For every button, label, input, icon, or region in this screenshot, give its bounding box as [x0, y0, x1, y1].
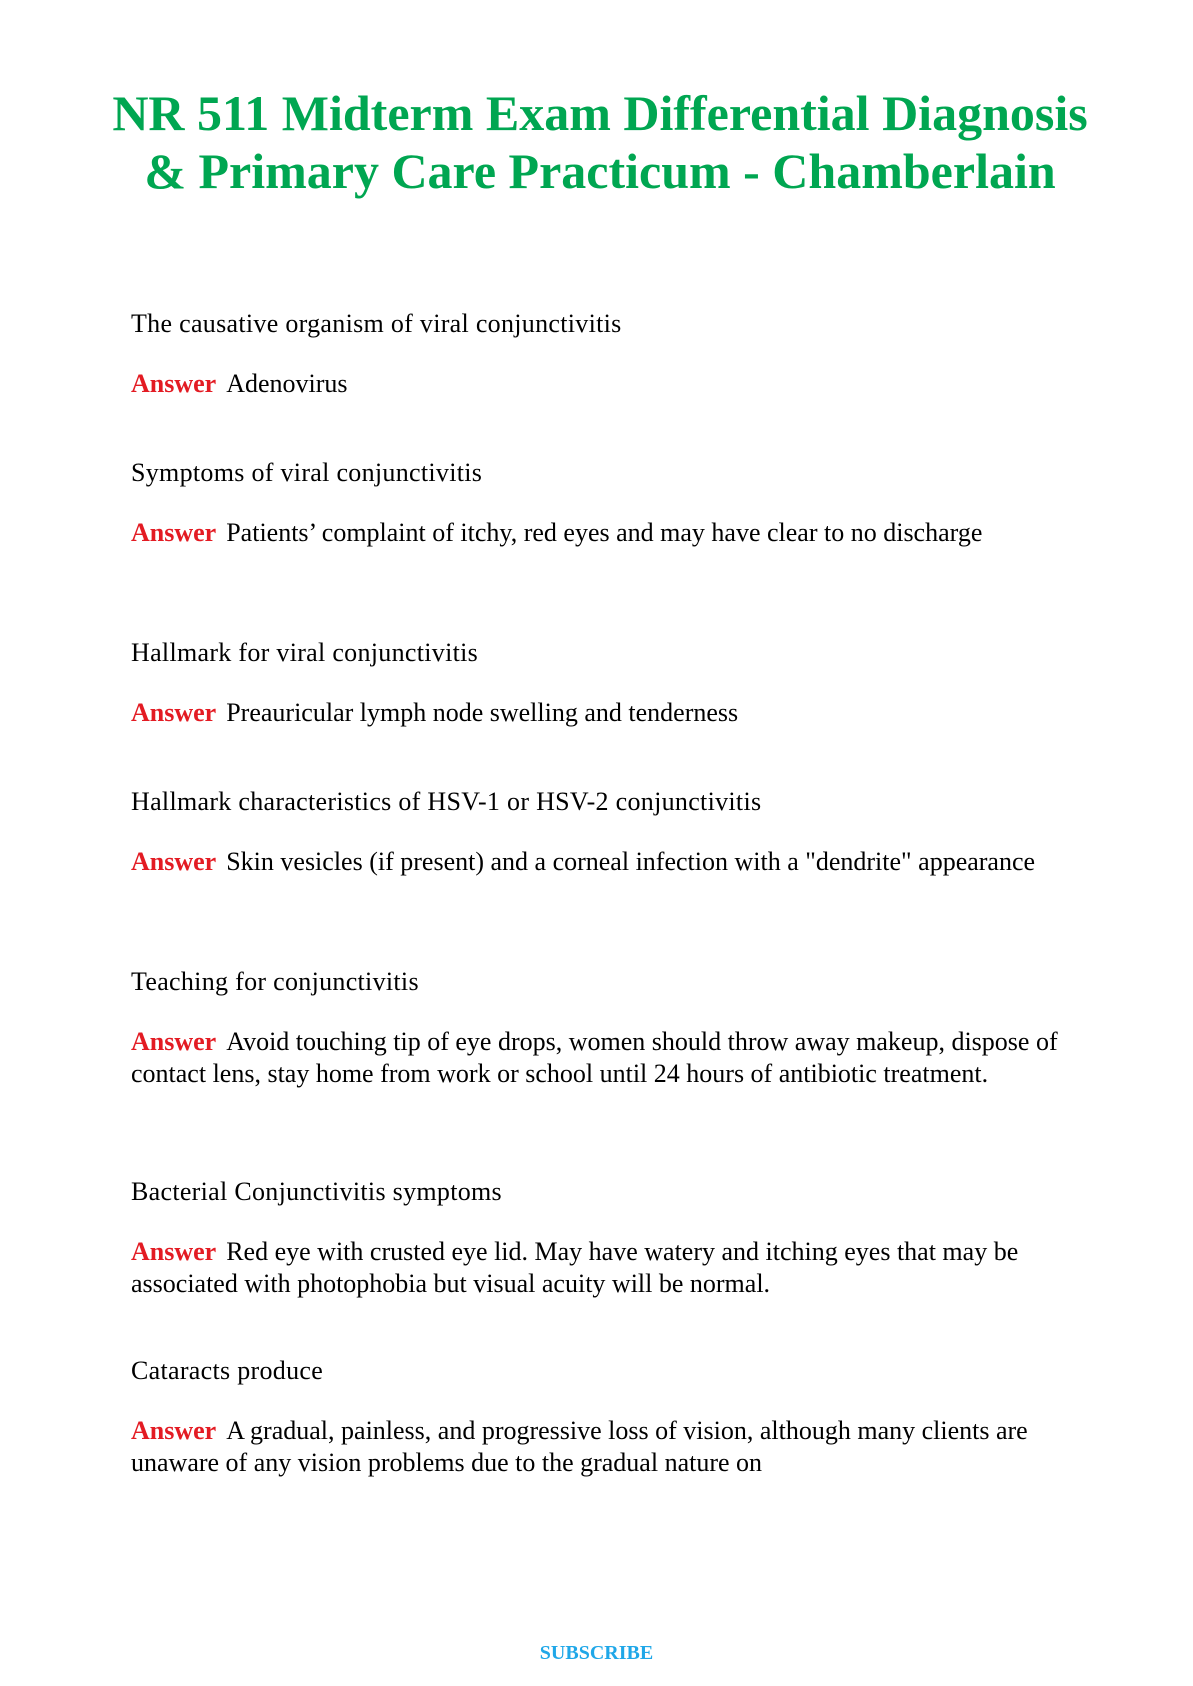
answer-text: A gradual, painless, and progressive loss of vision, although many clients are unaware of any vision problems due to the gradual nature on: [131, 1416, 1028, 1477]
answer-text: Preauricular lymph node swelling and tenderness: [226, 698, 739, 727]
question-text: Cataracts produce: [131, 1356, 324, 1385]
answer-label: Answer: [131, 369, 217, 398]
answer-paragraph: [131, 368, 1091, 400]
answer-text: Patients’ complaint of itchy, red eyes and may have clear to no discharge: [226, 518, 983, 547]
answer-paragraph: [131, 1415, 1091, 1479]
qa-block: [131, 966, 1091, 1090]
answer-text: Skin vesicles (if present) and a corneal infection with a "dendrite" appearance: [226, 847, 1036, 876]
answer-paragraph: [131, 1026, 1091, 1090]
qa-block: [131, 637, 1091, 729]
question-text: Teaching for conjunctivitis: [131, 967, 419, 996]
qa-block: [131, 457, 1091, 549]
question-text: The causative organism of viral conjunctivitis: [131, 309, 622, 338]
answer-label: Answer: [131, 1237, 217, 1266]
qa-block: [131, 1176, 1091, 1300]
answer-paragraph: [131, 846, 1091, 878]
question-text: Hallmark for viral conjunctivitis: [131, 638, 479, 667]
subscribe-link[interactable]: SUBSCRIBE: [539, 1642, 654, 1664]
question-text: Symptoms of viral conjunctivitis: [131, 458, 483, 487]
answer-label: Answer: [131, 518, 217, 547]
answer-text: Adenovirus: [226, 369, 348, 398]
document-title: NR 511 Midterm Exam Differential Diagnosis & Primary Care Practicum - Chamberlain: [112, 85, 1088, 199]
answer-text: Red eye with crusted eye lid. May have watery and itching eyes that may be associated with photophobia but visual acuity will be normal.: [131, 1237, 1019, 1298]
qa-block: [131, 308, 1091, 400]
qa-block: [131, 786, 1091, 878]
question-text: Bacterial Conjunctivitis symptoms: [131, 1177, 502, 1206]
answer-label: Answer: [131, 847, 217, 876]
answer-label: Answer: [131, 698, 217, 727]
answer-paragraph: [131, 517, 1091, 549]
answer-label: Answer: [131, 1416, 217, 1445]
answer-paragraph: [131, 1236, 1091, 1300]
qa-block: [131, 1355, 1091, 1479]
answer-paragraph: [131, 697, 1091, 729]
answer-text: Avoid touching tip of eye drops, women should throw away makeup, dispose of contact lens, stay home from work or school until 24 hours of antibiotic treatment.: [131, 1027, 1058, 1088]
answer-label: Answer: [131, 1027, 217, 1056]
question-text: Hallmark characteristics of HSV-1 or HSV-2 conjunctivitis: [131, 787, 762, 816]
